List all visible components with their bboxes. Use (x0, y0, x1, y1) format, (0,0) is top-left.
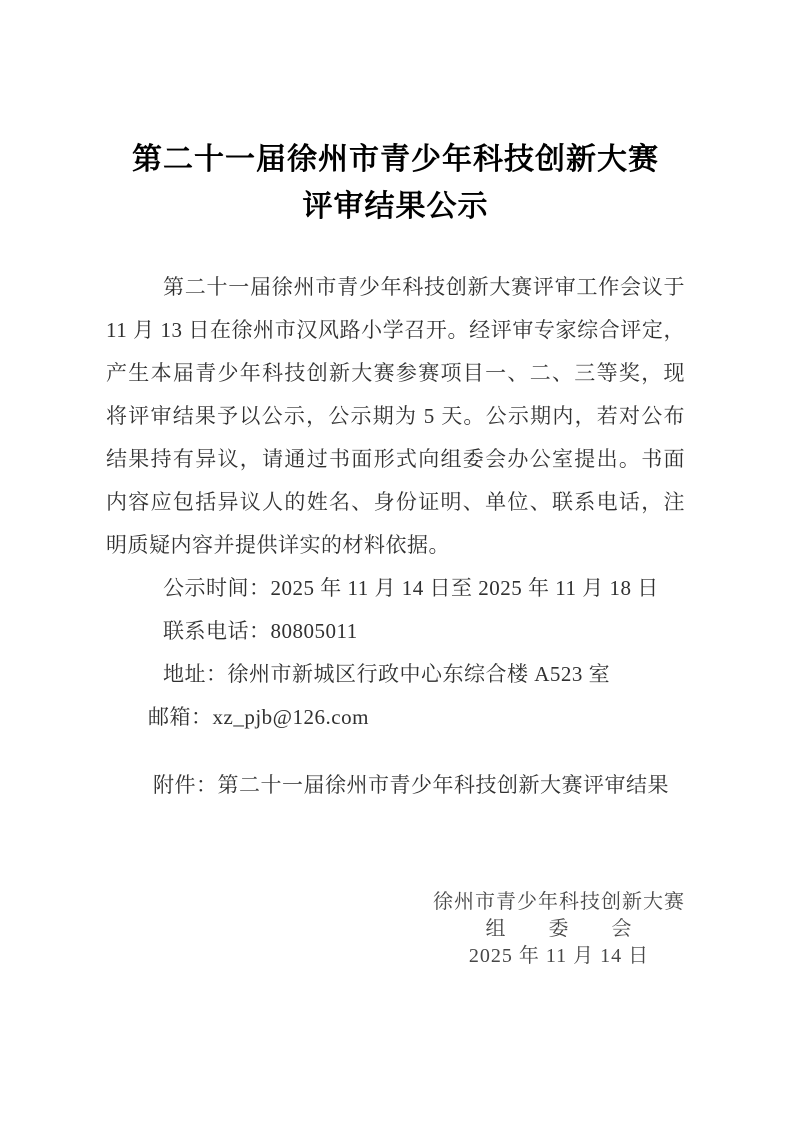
signature-organization-line2: 组 委 会 (485, 918, 633, 940)
document-title-line2: 评审结果公示 (302, 190, 489, 223)
document-title-line1: 第二十一届徐州市青少年科技创新大赛 (132, 143, 659, 176)
signature-block (433, 889, 685, 970)
contact-phone-line: 联系电话：80805011 (163, 619, 358, 643)
email-line: 邮箱：xz_pjb@126.com (148, 705, 369, 729)
attachment-line: 附件：第二十一届徐州市青少年科技创新大赛评审结果 (153, 773, 669, 797)
signature-date: 2025 年 11 月 14 日 (468, 945, 650, 967)
address-line: 地址：徐州市新城区行政中心东综合楼 A523 室 (163, 662, 611, 686)
signature-organization-line1: 徐州市青少年科技创新大赛 (433, 891, 685, 913)
announcement-body-paragraph: 第二十一届徐州市青少年科技创新大赛评审工作会议于 11 月 13 日在徐州市汉风路小学召开。经评审专家综合评定，产生本届青少年科技创新大赛参赛项目一、二、三等奖，现将评审结果予以公示，公示期为 5 天。公示期内，若对公布结果持有异议，请通过书面形式向组委会办公室提出。书面内容应包括异议人的姓名、身份证明、单位、联系电话，注明质疑内容并提供详实的材料依据。 (106, 275, 685, 557)
publicity-period-line: 公示时间：2025 年 11 月 14 日至 2025 年 11 月 18 日 (163, 576, 659, 600)
document-title (106, 136, 685, 230)
